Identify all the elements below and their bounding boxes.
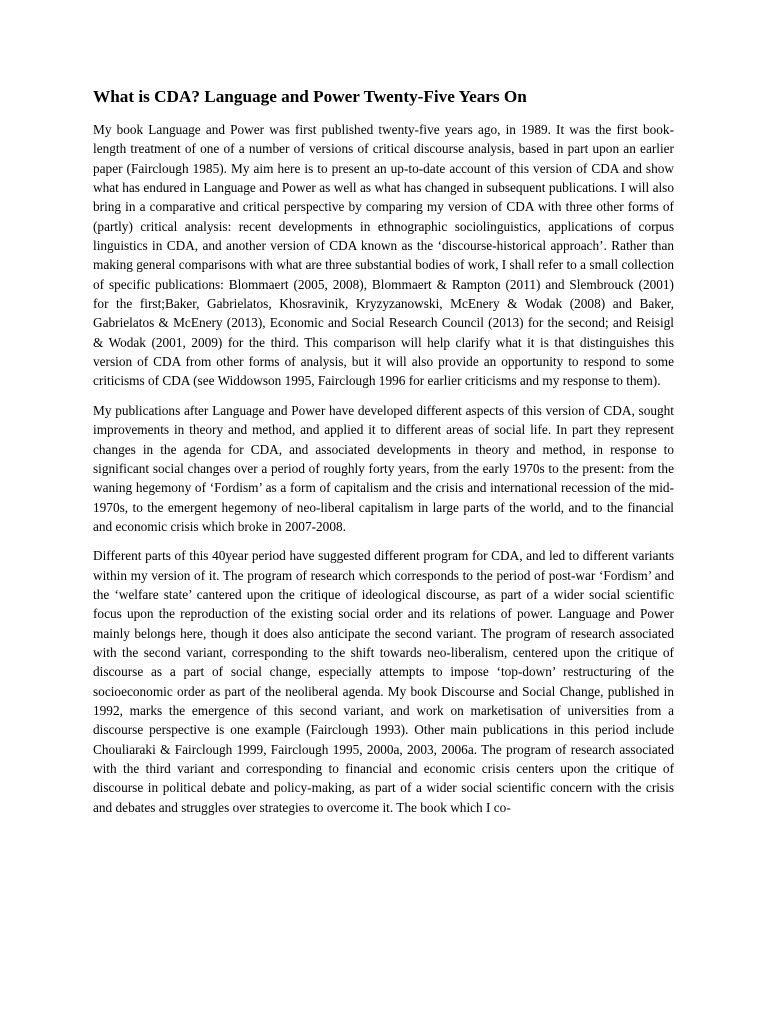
document-title: What is CDA? Language and Power Twenty-Five Years On [93,87,527,106]
paragraph-2: My publications after Language and Power have developed different aspects of this version of CDA, sought improvements in theory and method, and applied it to different areas of social life. In part they represent changes in the agenda for CDA, and associated developments in theory and method, in response to significant social changes over a period of roughly forty years, from the early 1970s to the present: from the waning hegemony of ‘Fordism’ as a form of capitalism and the crisis and international recession of the mid-1970s, to the emergent hegemony of neo-liberal capitalism in large parts of the world, and to the financial and economic crisis which broke in 2007-2008. [93,402,674,534]
paragraph-3: Different parts of this 40year period have suggested different program for CDA, and led to different variants within my version of it. The program of research which corresponds to the period of post-war ‘Fordism’ and the ‘welfare state’ cantered upon the critique of ideological discourse, as part of a wider social scientific focus upon the reproduction of the existing social order and its relations of power. Language and Power mainly belongs here, though it does also anticipate the second variant. The program of research associated with the second variant, corresponding to the shift towards neo-liberalism, centered upon the critique of discourse as a part of social change, especially attempts to impose ‘top-down’ restructuring of the socioeconomic order as part of the neoliberal agenda. My book Discourse and Social Change, published in 1992, marks the emergence of this second variant, and work on marketisation of universities from a discourse perspective is one example (Fairclough 1993). Other main publications in this period include Chouliaraki & Fairclough 1999, Fairclough 1995, 2000a, 2003, 2006a. The program of research associated with the third variant and corresponding to financial and economic crisis centers upon the critique of discourse in political debate and policy-making, as part of a wider social scientific concern with the crisis and debates and struggles over strategies to overcome it. The book which I co- [93,548,674,815]
paragraph-1: My book Language and Power was first published twenty-five years ago, in 1989. It was the first book-length treatment of one of a number of versions of critical discourse analysis, based in part upon an earlier paper (Fairclough 1985). My aim here is to present an up-to-date account of this version of CDA and show what has endured in Language and Power as well as what has changed in subsequent publications. I will also bring in a comparative and critical perspective by comparing my version of CDA with three other forms of (partly) critical analysis: recent developments in ethnographic sociolinguistics, applications of corpus linguistics in CDA, and another version of CDA known as the ‘discourse-historical approach’. Rather than making general comparisons with what are three substantial bodies of work, I shall refer to a small collection of specific publications: Blommaert (2005, 2008), Blommaert & Rampton (2011) and Slembrouck (2001) for the first;Baker, Gabrielatos, Khosravinik, Kryzyzanowski, McEnery & Wodak (2008) and Baker, Gabrielatos & McEnery (2013), Economic and Social Research Council (2013) for the second; and Reisigl & Wodak (2001, 2009) for the third. This comparison will help clarify what it is that distinguishes this version of CDA from other forms of analysis, but it will also provide an opportunity to respond to some criticisms of CDA (see Widdowson 1995, Fairclough 1996 for earlier criticisms and my response to them). [93,122,674,389]
document-page [93,86,674,827]
